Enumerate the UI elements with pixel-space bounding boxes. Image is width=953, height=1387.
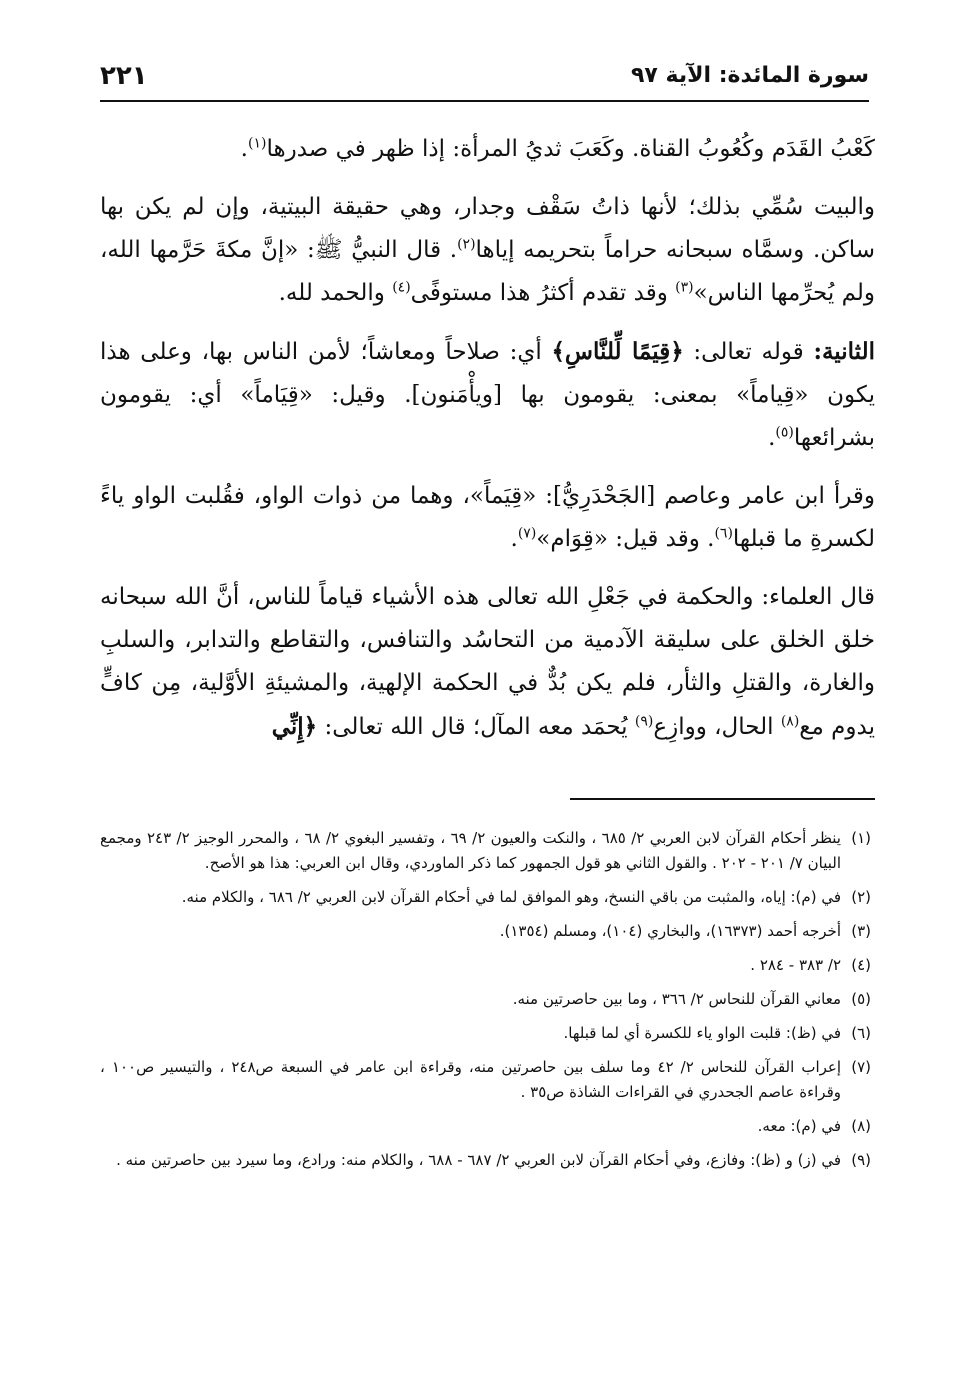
footnote [100,953,871,978]
text-run: قوله تعالى: [683,339,814,365]
footnote-ref-2: (٢) [457,236,476,253]
footnote-ref-7: (٧) [517,525,537,542]
text-run: قال العلماء: والحكمة في جَعْلِ الله تعالى هذه الأشياء قياماً للناس، أنَّ الله سبحانه خلق الخلق على سليقة الآدمية من التحاسُد والتنافس، والتقاطع والتدابر، والسلبِ والغارة، والقتلِ والثأر، فلم يكن بُدٌّ في الحكمة الإلهية، والمشيئةِ الأوَّلية، مِن كافٍّ يدوم مع [100,584,875,740]
footnote-number: (١) [851,829,871,847]
text-run: . [240,136,248,162]
footnote-ref-1: (١) [247,135,267,152]
text-run: والبيت سُمِّي بذلك؛ لأنها ذاتُ سَقْف وجدار، وهي حقيقة البيتية، وإن لم يكن بها ساكن. وسمَّاه سبحانه حراماً بتحريمه إياها [100,194,875,263]
surah-title: سورة المائدة: الآية ٩٧ [630,63,869,88]
main-text [100,128,875,764]
text-run: . [768,425,776,451]
quran-quote: ﴿إِنِّي [271,713,318,740]
footnote [100,826,871,876]
footnote-divider [570,798,875,800]
footnote-number: (٤) [851,956,871,974]
footnote [100,919,871,944]
text-run: . [510,526,518,552]
footnote [100,1148,871,1173]
footnote-number: (٦) [851,1024,871,1042]
paragraph-4 [100,475,875,561]
footnote-number: (٨) [851,1117,871,1135]
footnote-text: ينظر أحكام القرآن لابن العربي ٢/ ٦٨٥ ، والنكت والعيون ٢/ ٦٩ ، وتفسير البغوي ٢/ ٦٨ ، والمحرر الوجيز ٢/ ٢٤٣ ومجمع البيان ٧/ ٢٠١ - ٢٠٢ . والقول الثاني هو قول الجمهور كما ذكر الماوردي، وقال ابن العربي: هذا هو الأصح. [100,829,841,872]
footnote-number: (٧) [851,1058,871,1076]
text-run: أي: صلاحاً ومعاشاً؛ لأمن الناس بها، وعلى هذا يكون «قِياماً» بمعنى: يقومون بها [ويأْمَنون]. وقيل: «قِيَاماً» أي: يقومون بشرائعها [100,339,875,451]
text-run: والحمد لله. [278,280,393,306]
text-run: . قال النبيُّ ﷺ: «إنَّ مكةَ حَرَّمها الله، ولم يُحرِّمها الناس» [100,237,875,306]
text-run: الحال، ووازِع [653,714,781,740]
footnote [100,1055,871,1105]
footnote [100,885,871,910]
page-number: ٢٢١ [100,61,148,91]
footnote-ref-3: (٣) [675,279,694,296]
footnote-number: (٢) [851,888,871,906]
footnote-ref-9: (٩) [634,713,654,730]
footnote-text: في (ز) و (ظ): وفازع، وفي أحكام القرآن لابن العربي ٢/ ٦٨٧ - ٦٨٨ ، والكلام منه: ورادع، وما سيرد بين حاصرتين منه . [116,1151,841,1169]
footnotes [100,826,871,1182]
footnote-text: ٢/ ٣٨٣ - ٢٨٤ . [750,956,841,974]
running-header [100,58,869,100]
footnote-text: في (ظ): قلبت الواو ياء للكسرة أي لما قبلها. [563,1024,841,1042]
text-run: يُحمَد معه المآل؛ قال الله تعالى: [317,714,635,740]
footnote-number: (٣) [851,922,871,940]
text-run: وقد تقدم أكثرُ هذا مستوفًى [410,280,676,306]
footnote-ref-5: (٥) [775,424,794,441]
paragraph-5 [100,576,875,749]
footnote-number: (٥) [851,990,871,1008]
footnote-ref-6: (٦) [714,525,733,542]
section-lead: الثانية: [813,338,875,365]
footnote-number: (٩) [851,1151,871,1169]
footnote [100,987,871,1012]
footnote-text: معاني القرآن للنحاس ٢/ ٣٦٦ ، وما بين حاصرتين منه. [512,990,841,1008]
text-run: . وقد قيل: «قِوَام» [536,526,715,552]
paragraph-1 [100,128,875,171]
footnote-text: إعراب القرآن للنحاس ٢/ ٤٢ وما سلف بين حاصرتين منه، وقراءة ابن عامر في السبعة ص٢٤٨ ، والتيسير ص١٠٠ ، وقراءة عاصم الجحدري في القراءات الشاذة ص٣٥ . [100,1058,842,1101]
footnote [100,1021,871,1046]
footnote-text: أخرجه أحمد (١٦٣٧٣)، والبخاري (١٠٤)، ومسلم (١٣٥٤). [499,922,841,940]
footnote-ref-8: (٨) [780,713,800,730]
text-run: كَعْبُ القَدَم وكُعُوبُ القناة. وكَعَبَ ثديُ المرأة: إذا ظهر في صدرها [266,136,875,162]
paragraph-3 [100,330,875,460]
footnote-text: في (م): معه. [757,1117,841,1135]
text-run: وقرأ ابن عامر وعاصم [الجَحْدَرِيُّ]: «قِيَماً»، وهما من ذوات الواو، فقُلبت الواو ياءً لكسرةِ ما قبلها [100,483,875,552]
footnote [100,1114,871,1139]
paragraph-2 [100,186,875,315]
quran-quote: ﴿قِيَمًا لِّلنَّاسِ﴾ [551,338,684,365]
footnote-text: في (م): إياه، والمثبت من باقي النسخ، وهو الموافق لما في أحكام القرآن لابن العربي ٢/ ٦٨٦ ، والكلام منه. [181,888,841,906]
header-divider [100,100,869,102]
footnote-ref-4: (٤) [392,279,411,296]
